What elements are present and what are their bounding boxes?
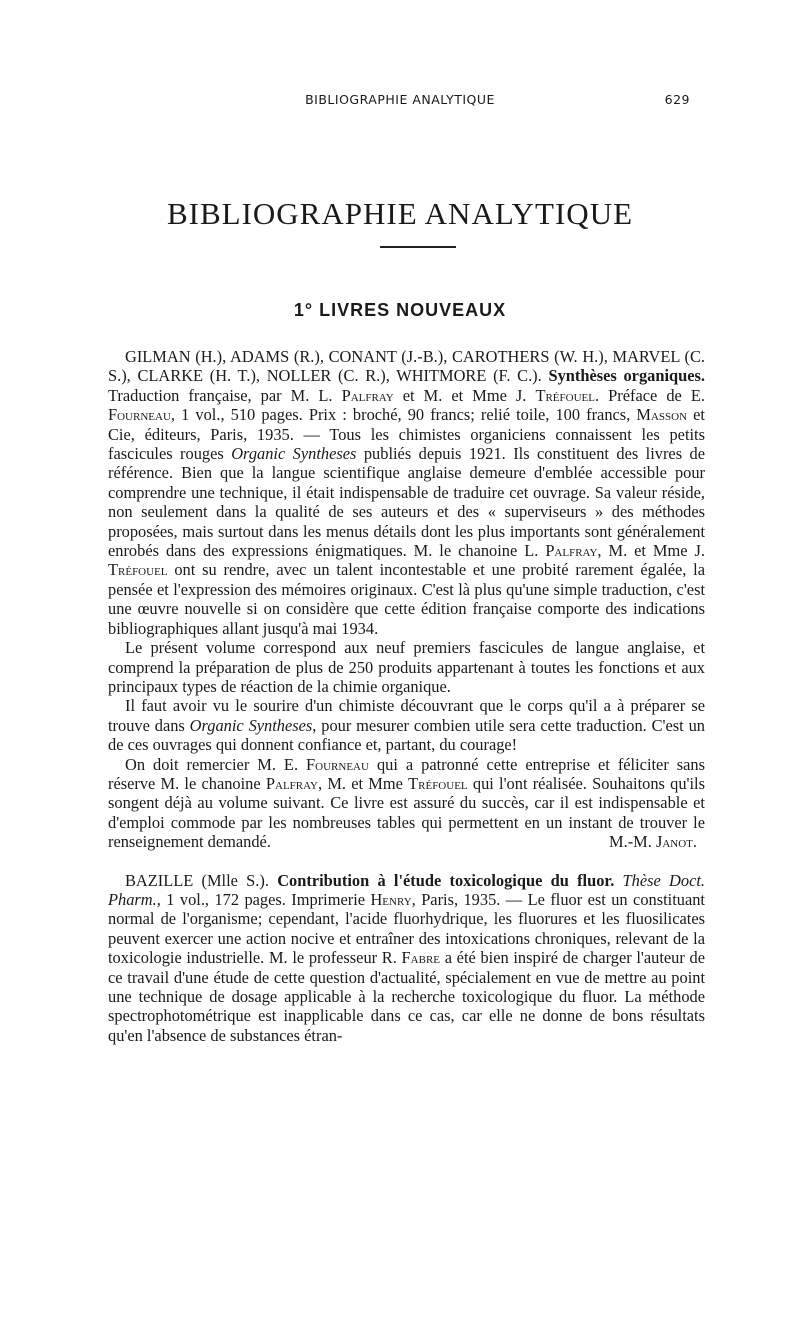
- review-1-name: Palfray,: [265, 773, 323, 793]
- review-1-publisher: Masson: [636, 405, 688, 425]
- review-1-book-title: Synthèses organiques.: [548, 366, 705, 386]
- review-1-text: qui a patronné cette entreprise et féliciter sans réserve M. le chanoine: [108, 754, 705, 793]
- review-1-signature: [592, 832, 697, 851]
- body-text: [108, 347, 705, 1045]
- review-2-text: Paris, 1935. — Le fluor est un constituant normal de l'organisme; cependant, l'acide fluorhydrique, les fluorures et les fluosilicates peuvent exercer une action nocive et entraîner des intoxications chroniques, relevant de la toxicologie industrielle. M. le professeur R.: [108, 889, 705, 968]
- page-number: 629: [664, 92, 690, 107]
- review-1-name: Tréfouel: [108, 560, 168, 580]
- section-heading: 1° LIVRES NOUVEAUX: [293, 300, 507, 320]
- review-1-translation-mid: et M. et Mme J.: [402, 385, 527, 405]
- review-2-printer: Henry,: [370, 889, 416, 909]
- review-2-author: BAZILLE (Mlle S.).: [125, 870, 269, 890]
- review-1-pub-details: 1 vol., 510 pages. Prix : broché, 90 francs; relié toile, 100 francs,: [181, 405, 631, 425]
- review-1-italic-title: Organic Syntheses: [231, 444, 357, 464]
- review-1-translator-2: Tréfouel.: [535, 385, 600, 405]
- review-1-pub-end: et Cie, éditeurs, Paris, 1935.: [108, 405, 705, 444]
- review-2-entry: [108, 871, 705, 1046]
- review-1-authors: GILMAN (H.), ADAMS (R.), CONANT (J.-B.), CAROTHERS (W. H.), MARVEL (C. S.), CLARKE (H. T.), NOLLER (C. R.), WHITMORE (F. C.).: [108, 347, 705, 386]
- review-1-text: M. et Mme J.: [608, 541, 705, 561]
- review-2-thesis: Thèse Doct. Pharm.,: [108, 870, 705, 909]
- review-2-text: a été bien inspiré de charger l'auteur de ce travail d'une étude de cette question d'actualité, spécialement en vue de mettre au point une technique de dosage applicable à la recherche toxicologique du fluor. La méthode spectrophotométrique est inapplicable dans ce cas, car elle ne donne de bons résultats qu'en l'absence de substances étran-: [108, 948, 705, 1045]
- review-1-name: Palfray,: [545, 541, 602, 561]
- review-1-text: qui l'ont réalisée. Souhaitons qu'ils songent déjà au volume suivant. Ce livre est assuré du succès, car il est indispensable et d'emploi commode par les nombreuses tables qui permettent en un instant de trouver le renseignement demandé.: [108, 773, 705, 852]
- review-2-professor: Fabre: [401, 948, 440, 968]
- review-1-paragraph-2: Le présent volume correspond aux neuf premiers fascicules de langue anglaise, et comprend la préparation de plus de 250 produits appartenant à toutes les fonctions et aux principaux types de réaction de la chimie organique.: [108, 638, 705, 696]
- page-title: BIBLIOGRAPHIE ANALYTIQUE: [166, 196, 634, 231]
- review-1-name: Tréfouel: [408, 773, 468, 793]
- review-1-paragraph-3: [108, 696, 705, 754]
- review-1-text: publiés depuis 1921. Ils constituent des livres de référence. Bien que la langue scientifique anglaise demeure d'emblée accessible pour comprendre une technique, il était indispensable de traduire cet ouvrage. Sa valeur réside, non seulement dans la qualité de ses auteurs et des « superviseurs » des méthodes proposées, mais surtout dans les menus détails dont les plus importants sont généralement enrobés dans des expressions énigmatiques. M. le chanoine L.: [108, 444, 705, 561]
- review-1-text: Il faut avoir vu le sourire d'un chimiste découvrant que le corps qu'il a à préparer se trouve dans: [108, 696, 705, 735]
- review-1-text: On doit remercier M. E.: [125, 754, 299, 774]
- signature-initials: M.-M.: [609, 832, 652, 852]
- review-1-text: ont su rendre, avec un talent incontestable et une probité rarement égalée, la pensée et l'expression des mémoires originaux. C'est là plus qu'une simple traduction, c'est une œuvre nouvelle si on considère que cette édition française comporte des indications bibliographiques allant jusqu'à mai 1934.: [108, 560, 706, 638]
- running-title: BIBLIOGRAPHIE ANALYTIQUE: [305, 92, 495, 107]
- title-rule: [380, 246, 456, 248]
- review-1-preface: Préface de E.: [608, 385, 705, 405]
- review-1-translator-1: Palfray: [341, 385, 394, 405]
- review-1-translation: Traduction française, par M. L.: [108, 385, 333, 405]
- review-2-book-title: Contribution à l'étude toxicologique du fluor.: [277, 870, 615, 890]
- review-1-paragraph-4: [108, 755, 705, 852]
- review-2-text: 1 vol., 172 pages. Imprimerie: [166, 889, 366, 909]
- review-1-entry: [108, 347, 705, 638]
- review-1-text: pour mesurer combien utile sera cette traduction. C'est un de ces ouvrages qui donnent confiance et, partant, du courage!: [108, 715, 705, 755]
- review-1-preface-author: Fourneau,: [108, 405, 175, 425]
- signature-name: Janot.: [655, 832, 697, 852]
- review-1-text: — Tous les chimistes organiciens connaissent les petits fascicules rouges: [108, 424, 705, 464]
- review-1-text: M. et Mme: [327, 773, 403, 793]
- review-1-italic-title: Organic Syntheses,: [189, 715, 317, 735]
- review-1-name: Fourneau: [306, 754, 369, 774]
